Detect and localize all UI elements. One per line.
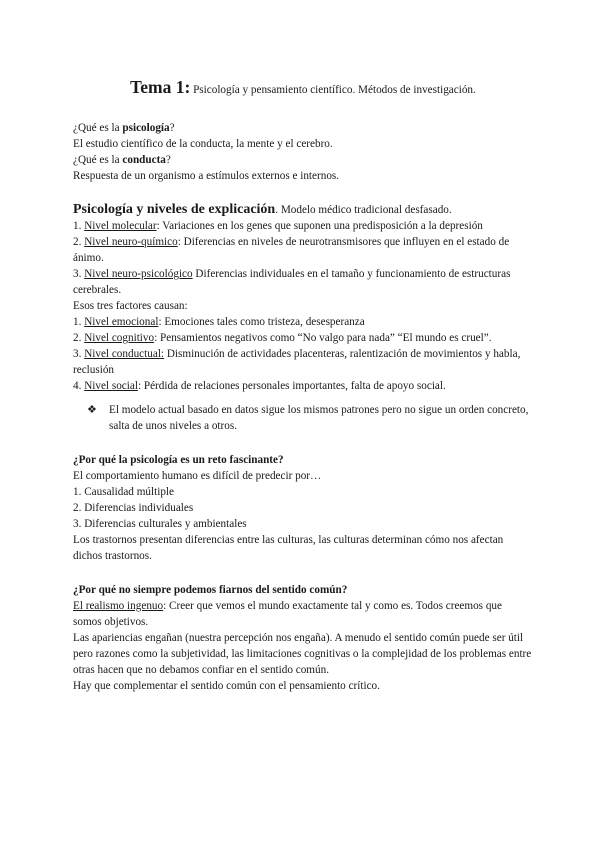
section-niveles-heading: Psicología y niveles de explicación. Modelo médico tradicional desfasado. xyxy=(73,202,452,217)
diamond-bullet-icon: ❖ xyxy=(87,404,97,416)
answer-conducta: Respuesta de un organismo a estímulos externos e internos. xyxy=(73,170,340,182)
title-sub: Psicología y pensamiento científico. Métodos de investigación. xyxy=(193,84,476,96)
reto-item: 3. Diferencias culturales y ambientales xyxy=(73,518,247,530)
bullet-note xyxy=(73,402,533,434)
factor-item: 4. Nivel social: Pérdida de relaciones personales importantes, falta de apoyo social. xyxy=(73,380,446,392)
section-reto-heading: ¿Por qué la psicología es un reto fascinante? xyxy=(73,454,284,466)
question-psicologia: ¿Qué es la psicología? xyxy=(73,122,175,134)
document-page xyxy=(73,76,533,694)
niveles-item: 3. Nivel neuro-psicológico Diferencias individuales en el tamaño y funcionamiento de estructuras cerebrales. xyxy=(73,268,511,296)
reto-item: 2. Diferencias individuales xyxy=(73,502,194,514)
bullet-text: El modelo actual basado en datos sigue los mismos patrones pero no sigue un orden concreto, salta de unos niveles a otros. xyxy=(109,404,529,432)
title-main: Tema 1: xyxy=(130,77,191,97)
reto-intro: El comportamiento humano es difícil de predecir por… xyxy=(73,470,322,482)
apariencias-paragraph: Las apariencias engañan (nuestra percepción nos engaña). A menudo el sentido común puede ser útil pero razones como la subjetividad, las limitaciones cognitivas o la complejidad de los problemas entre otras hacen que no debamos confiar en el sentido común. xyxy=(73,632,532,676)
section-sentido-comun-heading: ¿Por qué no siempre podemos fiarnos del sentido común? xyxy=(73,584,348,596)
realismo-ingenuo: El realismo ingenuo: Creer que vemos el mundo exactamente tal y como es. Todos creemos que somos objetivos. xyxy=(73,600,502,628)
niveles-item: 2. Nivel neuro-químico: Diferencias en niveles de neurotransmisores que influyen en el estado de ánimo. xyxy=(73,236,510,264)
factor-item: 3. Nivel conductual: Disminución de actividades placenteras, ralentización de movimientos y habla, reclusión xyxy=(73,348,521,376)
reto-note: Los trastornos presentan diferencias entre las culturas, las culturas determinan cómo nos afectan dichos trastornos. xyxy=(73,534,504,562)
page-title xyxy=(73,76,533,101)
question-conducta: ¿Qué es la conducta? xyxy=(73,154,171,166)
reto-item: 1. Causalidad múltiple xyxy=(73,486,174,498)
factor-item: 2. Nivel cognitivo: Pensamientos negativos como “No valgo para nada” “El mundo es cruel”. xyxy=(73,332,492,344)
factor-item: 1. Nivel emocional: Emociones tales como tristeza, desesperanza xyxy=(73,316,365,328)
conclusion-paragraph: Hay que complementar el sentido común con el pensamiento crítico. xyxy=(73,680,380,692)
answer-psicologia: El estudio científico de la conducta, la mente y el cerebro. xyxy=(73,138,333,150)
factors-intro: Esos tres factores causan: xyxy=(73,300,188,312)
niveles-item: 1. Nivel molecular: Variaciones en los genes que suponen una predisposición a la depresión xyxy=(73,220,483,232)
